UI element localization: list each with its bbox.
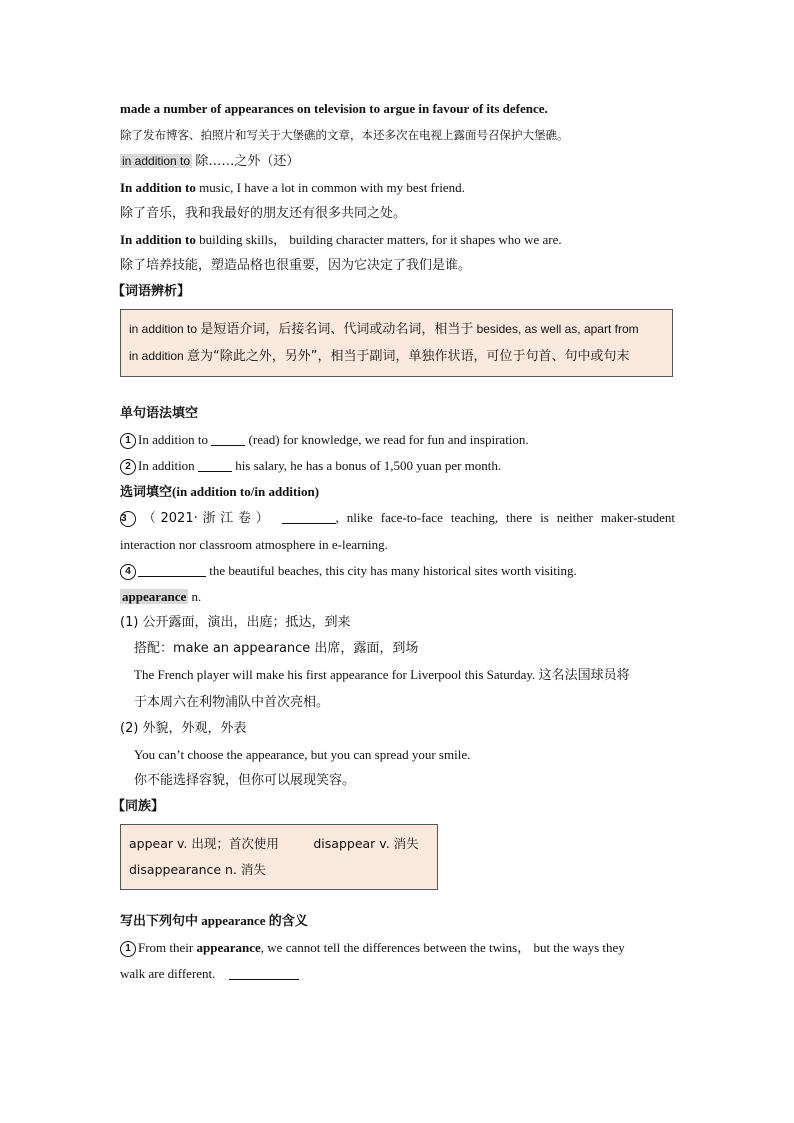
phrase-meaning: 除……之外（还） bbox=[195, 154, 300, 169]
part-of-speech: n. bbox=[191, 589, 202, 604]
example-1-translation: 除了音乐，我和我最好的朋友还有很多共同之处。 bbox=[120, 206, 407, 221]
q2-prefix: In addition bbox=[138, 458, 195, 473]
q3-sentence: , nlike face-to-face teaching, there is neither maker-student bbox=[335, 510, 675, 525]
exercise-3-question-1 bbox=[120, 935, 675, 961]
question-number-badge: 2 bbox=[120, 459, 136, 475]
sense-1-example-en: The French player will make his first appearance for Liverpool this Saturday. bbox=[134, 667, 536, 682]
example-2-keyword: In addition to bbox=[120, 232, 196, 247]
exercise-1-heading: 单句语法填空 bbox=[120, 406, 199, 421]
family-box bbox=[120, 824, 438, 890]
analysis-line-1 bbox=[129, 316, 664, 343]
word-entry-appearance bbox=[120, 584, 675, 610]
e3q1-rest: , we cannot tell the differences between the twins， but the ways they bbox=[260, 940, 625, 955]
family-word-disappearance: disappearance n. 消失 bbox=[129, 862, 266, 877]
intro-english-sentence: made a number of appearances on television to argue in favour of its defence. bbox=[120, 101, 548, 116]
exercise-1-question-2 bbox=[120, 453, 675, 479]
analysis-desc-1: 是短语介词，后接名词、代词或动名词，相当于 bbox=[200, 322, 474, 337]
exercise-3-heading-word: appearance bbox=[201, 913, 266, 928]
phrase-entry-in-addition-to bbox=[120, 148, 675, 175]
family-word-appear: appear v. 出现；首次使用 bbox=[129, 836, 279, 851]
q3-source: （2021·浙江卷） bbox=[138, 511, 274, 526]
sense-1-example-zh-b: 于本周六在利物浦队中首次亮相。 bbox=[134, 695, 330, 710]
q1-suffix: (read) for knowledge, we read for fun and inspiration. bbox=[248, 432, 529, 447]
analysis-synonyms: besides, as well as, apart from bbox=[476, 322, 639, 336]
analysis-box bbox=[120, 309, 673, 377]
exercise-3-heading-a: 写出下列句中 bbox=[120, 914, 199, 929]
sense-1-example bbox=[120, 662, 675, 716]
question-number-badge: 1 bbox=[120, 941, 136, 957]
analysis-term-2: in addition bbox=[129, 349, 184, 363]
phrase-term: in addition to bbox=[122, 154, 191, 168]
analysis-term-1: in addition to bbox=[129, 322, 198, 336]
exercise-3-heading bbox=[120, 908, 675, 935]
exercise-2-heading: 选词填空(in addition to/in addition) bbox=[120, 484, 320, 499]
example-sentence-2 bbox=[120, 227, 675, 253]
headword: appearance bbox=[122, 589, 187, 604]
e3q1-prefix: From their bbox=[138, 940, 197, 955]
q4-sentence: the beautiful beaches, this city has many historical sites worth visiting. bbox=[209, 563, 577, 578]
example-2-rest: building skills， building character matters, for it shapes who we are. bbox=[195, 232, 562, 247]
question-number-badge: 3 bbox=[120, 511, 136, 527]
answer-blank[interactable] bbox=[282, 510, 336, 524]
q2-suffix: his salary, he has a bonus of 1,500 yuan per month. bbox=[235, 458, 502, 473]
example-2-translation: 除了培养技能，塑造品格也很重要，因为它决定了我们是谁。 bbox=[120, 258, 472, 273]
answer-blank[interactable] bbox=[138, 563, 206, 577]
e3q1-keyword: appearance bbox=[196, 940, 261, 955]
exercise-2-question-3 bbox=[120, 505, 675, 532]
exercise-3-question-1-cont bbox=[120, 961, 675, 987]
family-heading: 【同族】 bbox=[112, 799, 165, 814]
exercise-2-question-4 bbox=[120, 558, 675, 584]
answer-blank[interactable] bbox=[229, 966, 299, 980]
e3q1-cont: walk are different. bbox=[120, 966, 216, 981]
sense-2-example-en: You can’t choose the appearance, but you can spread your smile. bbox=[134, 747, 471, 762]
q1-prefix: In addition to bbox=[138, 432, 209, 447]
family-word-disappear: disappear v. 消失 bbox=[313, 836, 419, 851]
question-number-badge: 1 bbox=[120, 433, 136, 449]
analysis-heading: 【词语辨析】 bbox=[112, 284, 191, 299]
question-number-badge: 4 bbox=[120, 564, 136, 580]
analysis-line-2 bbox=[129, 343, 664, 370]
example-1-keyword: In addition to bbox=[120, 180, 196, 195]
intro-chinese-translation: 除了发布博客、拍照片和写关于大堡礁的文章，本还多次在电视上露面号召保护大堡礁。 bbox=[120, 128, 569, 142]
example-1-rest: music, I have a lot in common with my best friend. bbox=[195, 180, 465, 195]
answer-blank[interactable] bbox=[211, 432, 245, 446]
exercise-2-question-3-cont: interaction nor classroom atmosphere in e-learning. bbox=[120, 537, 388, 552]
family-line-2 bbox=[129, 857, 429, 883]
example-sentence-1 bbox=[120, 175, 675, 201]
exercise-1-question-1 bbox=[120, 427, 675, 453]
collocation: 搭配：make an appearance 出席，露面，到场 bbox=[134, 641, 419, 656]
analysis-desc-2: 意为“除此之外，另外”，相当于副词，单独作状语，可位于句首、句中或句末 bbox=[186, 349, 630, 364]
sense-1: (1) 公开露面，演出，出庭；抵达，到来 bbox=[120, 615, 351, 630]
sense-2-example-zh: 你不能选择容貌，但你可以展现笑容。 bbox=[134, 773, 356, 788]
exercise-3-heading-b: 的含义 bbox=[268, 914, 308, 929]
sense-1-example-zh-a: 这名法国球员将 bbox=[538, 668, 630, 683]
answer-blank[interactable] bbox=[198, 458, 232, 472]
document-page bbox=[112, 96, 675, 987]
sense-2: (2) 外貌，外观，外表 bbox=[120, 721, 247, 736]
family-line-1 bbox=[129, 831, 429, 857]
